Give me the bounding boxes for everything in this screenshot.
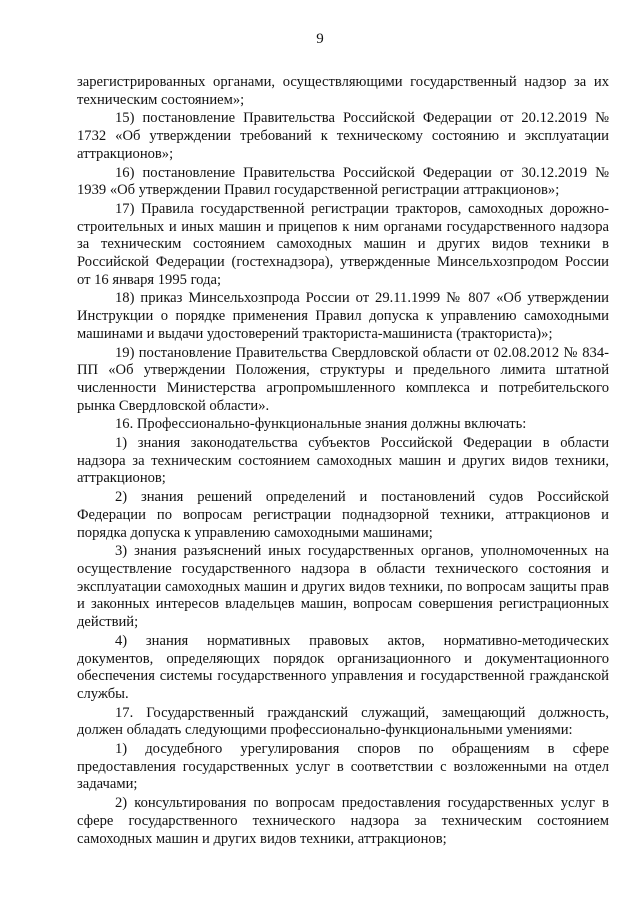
knowledge-item-2: 2) знания решений определений и постановлений судов Российской Федерации по вопросам регистрации поднадзорной техники, аттракционов и порядка допуска к управлению самоходными машинами;: [77, 489, 609, 541]
list-item-16: 16) постановление Правительства Российской Федерации от 30.12.2019 № 1939 «Об утверждении Правил государственной регистрации аттракционов»;: [77, 164, 609, 199]
list-item-18: 18) приказ Минсельхозпрода России от 29.11.1999 № 807 «Об утверждении Инструкции о порядке применения Правил допуска к управлению самоходными машинами и выдачи удостоверений тракториста-машиниста (тракториста)»;: [77, 290, 609, 342]
skill-item-2: 2) консультирования по вопросам предоставления государственных услуг в сфере государственного технического надзора за техническим состоянием самоходных машин и других видов техники, аттракционов;: [77, 795, 609, 847]
knowledge-item-4: 4) знания нормативных правовых актов, нормативно-методических документов, определяющих порядок организационного и документационного обеспечения системы государственного управления и государственной гражданской службы.: [77, 632, 609, 702]
list-item-15: 15) постановление Правительства Российской Федерации от 20.12.2019 № 1732 «Об утверждении требований к техническому состоянию и эксплуатации аттракционов»;: [77, 110, 609, 162]
knowledge-item-1: 1) знания законодательства субъектов Российской Федерации в области надзора за техническим состоянием самоходных машин и других видов техники, аттракционов;: [77, 435, 609, 487]
document-body: [77, 74, 609, 849]
skill-item-1: 1) досудебного урегулирования споров по обращениям в сфере предоставления государственных услуг в соответствии с возложенными на отдел задачами;: [77, 741, 609, 793]
knowledge-item-3: 3) знания разъяснений иных государственных органов, уполномоченных на осуществление государственного надзора в области технического состояния и эксплуатации самоходных машин и других видов техники, по вопросам защиты прав и законных интересов владельцев машин, вопросам совершения регистрационных действий;: [77, 543, 609, 631]
list-item-19: 19) постановление Правительства Свердловской области от 02.08.2012 № 834-ПП «Об утверждении Положения, структуры и предельного лимита штатной численности Министерства агропромышленного комплекса и потребительского рынка Свердловской области».: [77, 344, 609, 414]
section-17-heading: 17. Государственный гражданский служащий, замещающий должность, должен обладать следующими профессионально-функциональными умениями:: [77, 704, 609, 739]
paragraph-continuation: зарегистрированных органами, осуществляющими государственный надзор за их техническим состоянием»;: [77, 74, 609, 108]
section-16-heading: 16. Профессионально-функциональные знания должны включать:: [115, 416, 527, 433]
list-item-17: 17) Правила государственной регистрации тракторов, самоходных дорожно-строительных и иных машин и прицепов к ним органами государственного надзора за техническим состоянием самоходных машин и других видов техники в Российской Федерации (гостехнадзора), утвержденные Минсельхозпродом России от 16 января 1995 года;: [77, 200, 609, 288]
page-number: 9: [316, 31, 324, 47]
